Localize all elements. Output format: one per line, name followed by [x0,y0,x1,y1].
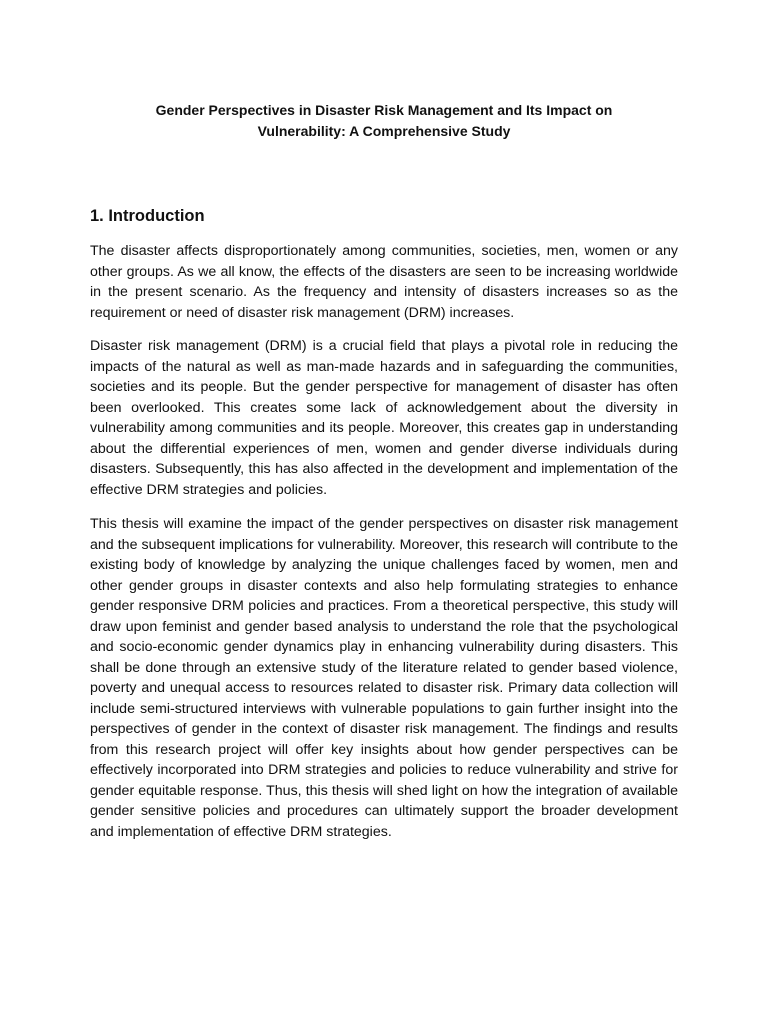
document-title-line-2: Vulnerability: A Comprehensive Study [257,123,511,139]
paragraph-3: This thesis will examine the impact of the gender perspectives on disaster risk management and the subsequent implications for vulnerability. Moreover, this research will contribute to the existing body of knowledge by analyzing the unique challenges faced by women, men and other gender groups in disaster contexts and also help formulating strategies to enhance gender responsive DRM policies and practices. From a theoretical perspective, this study will draw upon feminist and gender based analysis to understand the role that the psychological and socio-economic gender dynamics play in enhancing vulnerability during disasters. This shall be done through an extensive study of the literature related to gender based violence, poverty and unequal access to resources related to disaster risk. Primary data collection will include semi-structured interviews with vulnerable populations to gain further insight into the perspectives of gender in the context of disaster risk management. The findings and results from this research project will offer key insights about how gender perspectives can be effectively incorporated into DRM strategies and policies to reduce vulnerability and strive for gender equitable response. Thus, this thesis will shed light on how the integration of available gender sensitive policies and procedures can ultimately support the broader development and implementation of effective DRM strategies. [90,516,678,840]
document-title [90,100,678,142]
paragraph-1: The disaster affects disproportionately among communities, societies, men, women or any other groups. As we all know, the effects of the disasters are seen to be increasing worldwide in the present scenario. As the frequency and intensity of disasters increases so as the requirement or need of disaster risk management (DRM) increases. [90,243,678,321]
section-heading-introduction: 1. Introduction [90,207,205,225]
paragraph-2: Disaster risk management (DRM) is a crucial field that plays a pivotal role in reducing the impacts of the natural as well as man-made hazards and in safeguarding the communities, societies and its people. But the gender perspective for management of disaster has often been overlooked. This creates some lack of acknowledgement about the diversity in vulnerability among communities and its people. Moreover, this creates gap in understanding about the differential experiences of men, women and gender diverse individuals during disasters. Subsequently, this has also affected in the development and implementation of the effective DRM strategies and policies. [90,338,678,498]
document-title-line-1: Gender Perspectives in Disaster Risk Management and Its Impact on [155,102,613,118]
